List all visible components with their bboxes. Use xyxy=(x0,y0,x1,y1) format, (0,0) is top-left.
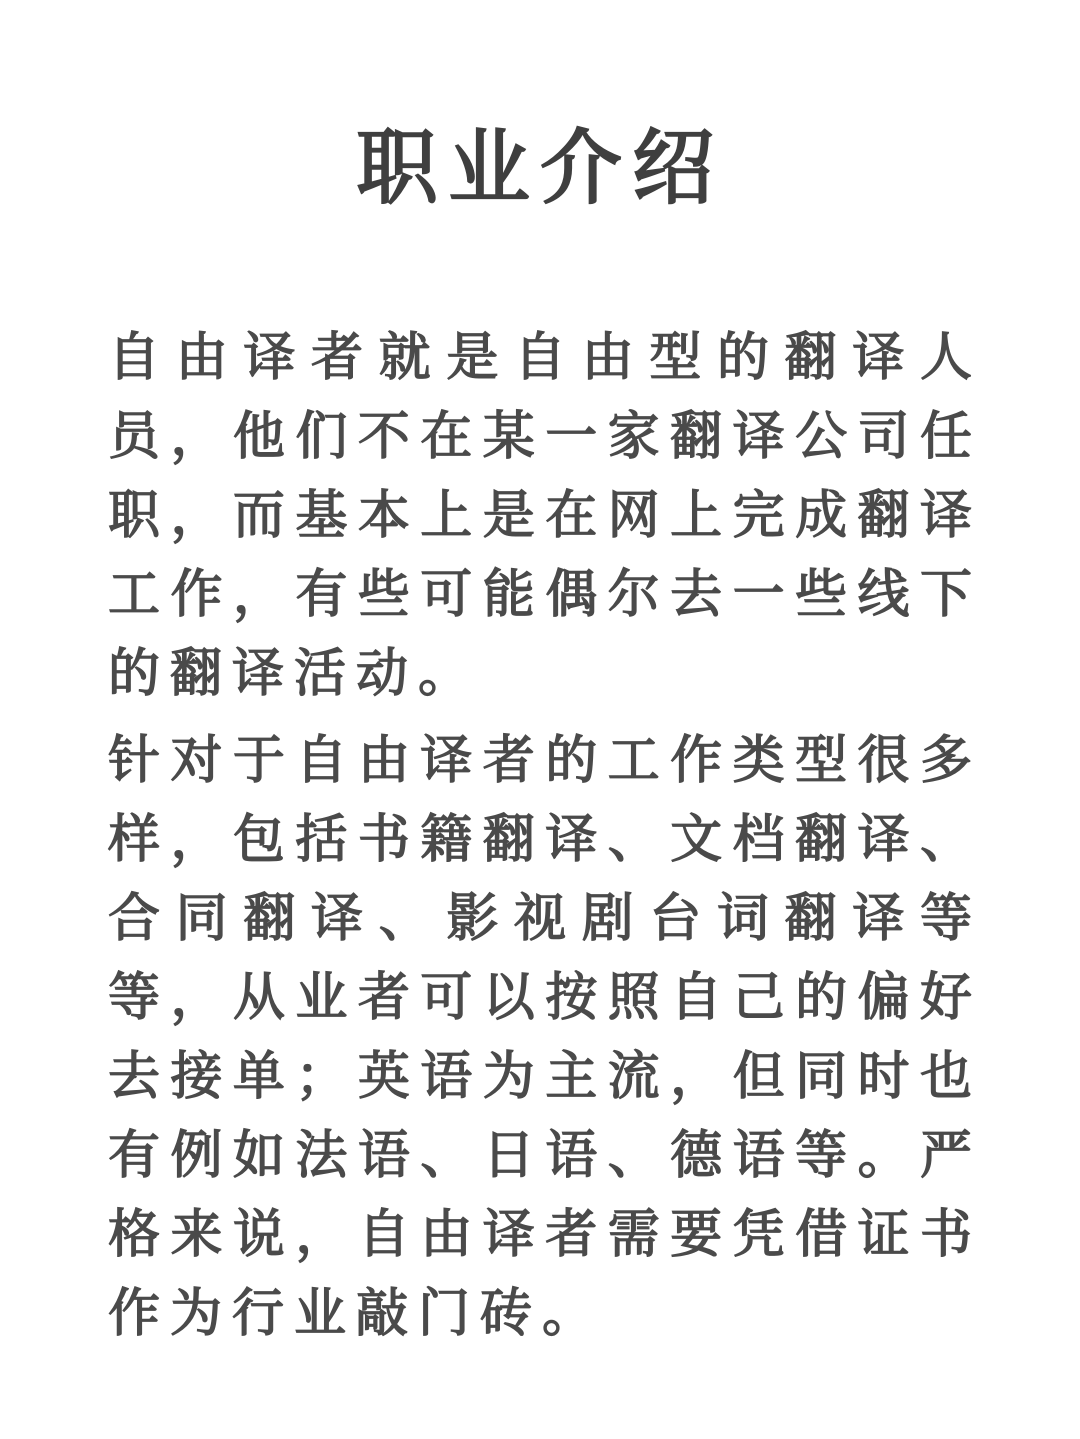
paragraph-line: 针对于自由译者的工作类型很多 xyxy=(108,730,972,791)
paragraph-line: 合同翻译、影视剧台词翻译等 xyxy=(108,888,972,949)
paragraph-line: 作为行业敲门砖。 xyxy=(108,1283,605,1344)
page-title: 职业介绍 xyxy=(355,120,724,216)
paragraph-line: 工作，有些可能偶尔去一些线下 xyxy=(108,564,972,625)
paragraph-line: 职，而基本上是在网上完成翻译 xyxy=(108,485,972,546)
paragraph-line: 去接单；英语为主流，但同时也 xyxy=(108,1046,972,1107)
paragraph-2 xyxy=(108,721,972,1353)
paragraph-line: 自由译者就是自由型的翻译人 xyxy=(108,327,972,388)
paragraph-line: 有例如法语、日语、德语等。严 xyxy=(108,1125,972,1186)
paragraph-line: 样，包括书籍翻译、文档翻译、 xyxy=(108,809,972,870)
paragraph-line: 格来说，自由译者需要凭借证书 xyxy=(108,1204,972,1265)
paragraph-line: 的翻译活动。 xyxy=(108,643,481,704)
paragraph-line: 员，他们不在某一家翻译公司任 xyxy=(108,406,972,467)
paragraph-line: 等，从业者可以按照自己的偏好 xyxy=(108,967,972,1028)
paragraph-1 xyxy=(108,318,972,713)
